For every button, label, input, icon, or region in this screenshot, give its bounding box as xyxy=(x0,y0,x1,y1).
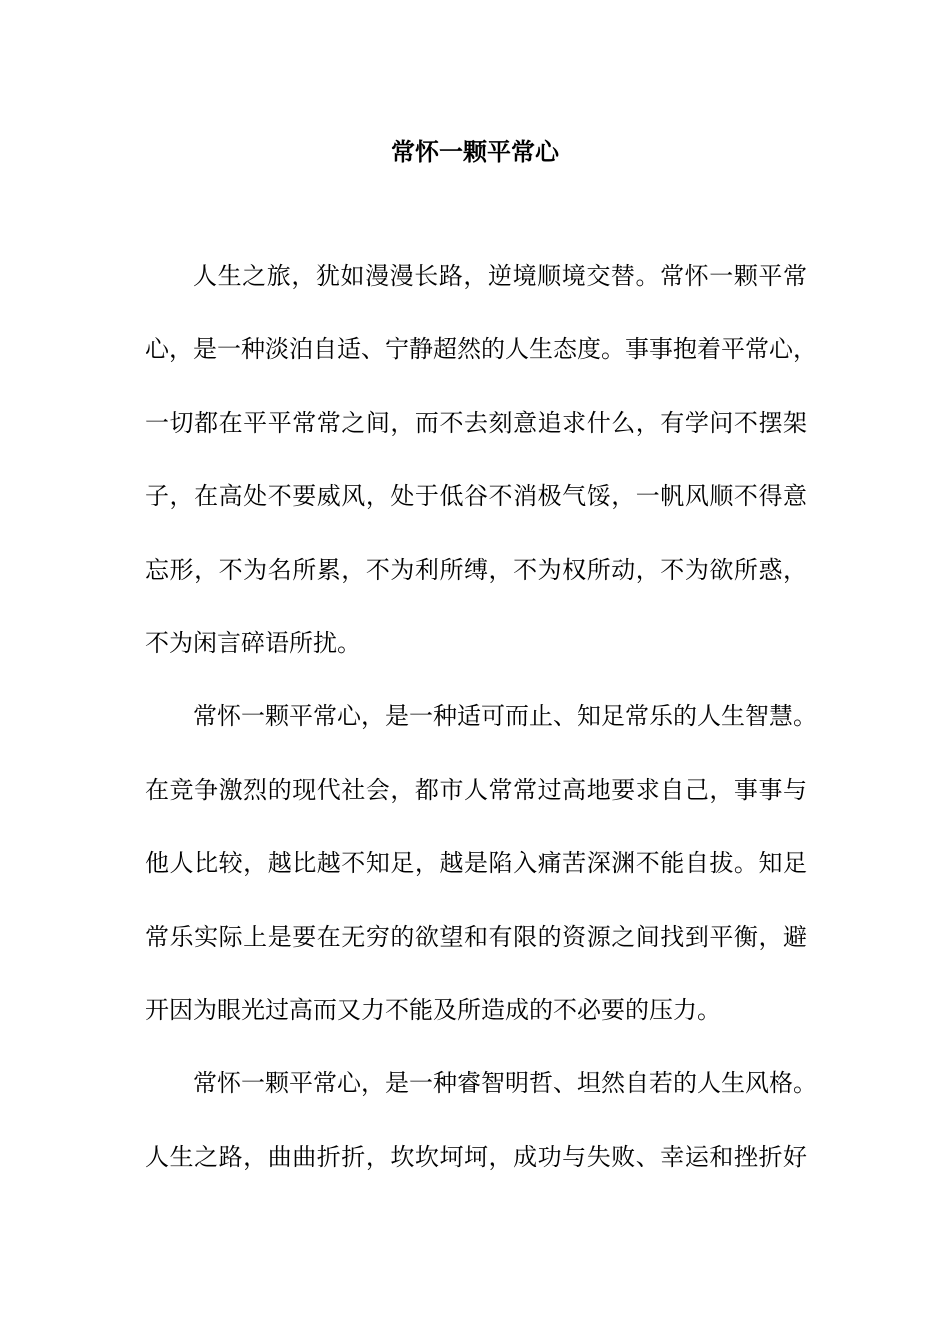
text-line: 人生之路，曲曲折折，坎坎坷坷，成功与失败、幸运和挫折好 xyxy=(145,1142,807,1171)
text-line: 心，是一种淡泊自适、宁静超然的人生态度。事事抱着平常心， xyxy=(145,335,817,364)
text-line: 他人比较，越比越不知足，越是陷入痛苦深渊不能自拔。知足 xyxy=(145,849,807,878)
text-line: 常乐实际上是要在无穷的欲望和有限的资源之间找到平衡，避 xyxy=(145,922,807,951)
text-line: 常怀一颗平常心，是一种适可而止、知足常乐的人生智慧。 xyxy=(193,702,817,731)
text-line: 在竞争激烈的现代社会，都市人常常过高地要求自己，事事与 xyxy=(145,775,807,804)
text-line: 人生之旅，犹如漫漫长路，逆境顺境交替。常怀一颗平常 xyxy=(193,262,807,290)
text-line: 子，在高处不要威风，处于低谷不消极气馁，一帆风顺不得意 xyxy=(145,482,807,511)
text-line: 常怀一颗平常心，是一种睿智明哲、坦然自若的人生风格。 xyxy=(193,1069,817,1098)
document-body xyxy=(145,258,817,1212)
text-line: 不为闲言碎语所扰。 xyxy=(145,628,361,657)
text-line: 忘形，不为名所累，不为利所缚，不为权所动，不为欲所惑， xyxy=(145,555,807,584)
text-line: 一切都在平平常常之间，而不去刻意追求什么，有学问不摆架 xyxy=(145,408,807,437)
document-title: 常怀一颗平常心 xyxy=(391,137,559,166)
text-line: 开因为眼光过高而又力不能及所造成的不必要的压力。 xyxy=(145,995,721,1024)
